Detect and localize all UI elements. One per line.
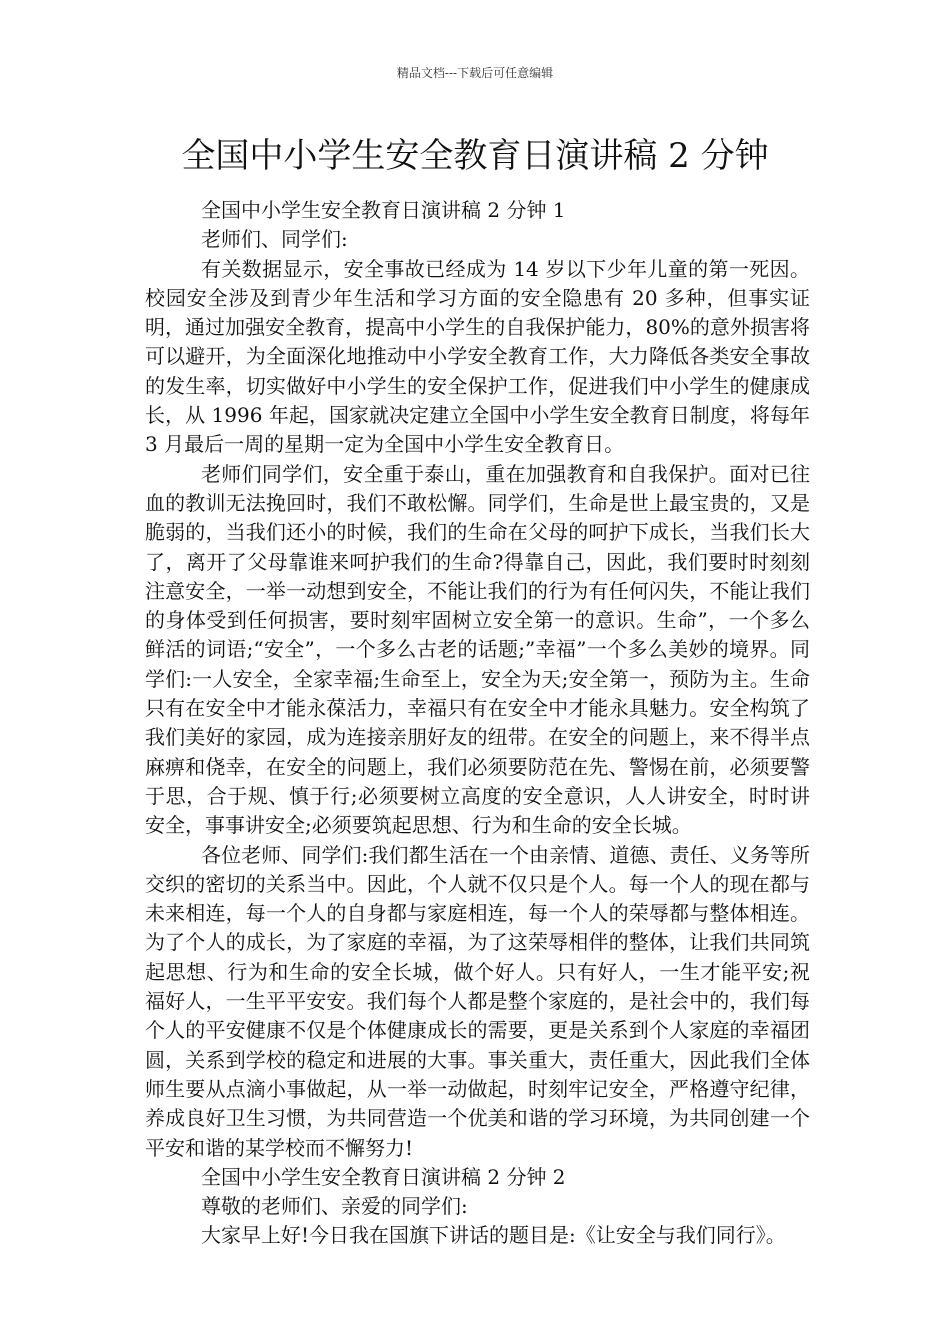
body-paragraph: 大家早上好!今日我在国旗下讲话的题目是:《让安全与我们同行》。 (201, 1223, 786, 1248)
body-paragraph: 各位老师、同学们:我们都生活在一个由亲情、道德、责任、义务等所交织的密切的关系当中。因此，个人就不仅只是个人。每一个人的现在都与未来相连，每一个人的自身都与家庭相连，每一个人的荣辱都与整体相连。为了个人的成长，为了家庭的幸福，为了这荣辱相伴的整体，让我们共同筑起思想、行为和生命的安全长城，做个好人。只有好人，一生才能平安;祝福好人，一生平平安安。我们每个人都是整个家庭的，是社会中的，我们每个人的平安健康不仅是个体健康成长的需要，更是关系到个人家庭的幸福团圆，关系到学校的稳定和进展的大事。事关重大，责任重大，因此我们全体师生要从点滴小事做起，从一举一动做起，时刻牢记安全，严格遵守纪律，养成良好卫生习惯，为共同营造一个优美和谐的学习环境，为共同创建一个平安和谐的某学校而不懈努力! (145, 842, 810, 1160)
body-paragraph: 有关数据显示，安全事故已经成为 14 岁以下少年儿童的第一死因。校园安全涉及到青少年生活和学习方面的安全隐患有 20 多种，但事实证明，通过加强安全教育，提高中小学生的自我保护能力，80%的意外损害将可以避开，为全面深化地推动中小学安全教育工作，大力降低各类安全事故的发生率，切实做好中小学生的安全保护工作，促进我们中小学生的健康成长，从 1996 年起，国家就决定建立全国中小学生安全教育日制度，将每年 3 月最后一周的星期一定为全国中小学生安全教育日。 (145, 256, 810, 457)
salutation-2: 尊敬的老师们、亲爱的同学们: (201, 1194, 468, 1219)
header-note: 精品文档---下载后可任意编辑 (396, 66, 554, 80)
section-heading-2: 全国中小学生安全教育日演讲稿 2 分钟 2 (201, 1164, 566, 1189)
section-heading-1: 全国中小学生安全教育日演讲稿 2 分钟 1 (201, 198, 566, 222)
document-body (145, 196, 810, 1251)
salutation-1: 老师们、同学们: (201, 227, 348, 252)
document-title: 全国中小学生安全教育日演讲稿 2 分钟 (181, 136, 769, 176)
body-paragraph: 老师们同学们，安全重于泰山，重在加强教育和自我保护。面对已往血的教训无法挽回时，我们不敢松懈。同学们，生命是世上最宝贵的，又是脆弱的，当我们还小的时候，我们的生命在父母的呵护下成长，当我们长大了，离开了父母靠谁来呵护我们的生命?得靠自己，因此，我们要时时刻刻注意安全，一举一动想到安全，不能让我们的行为有任何闪失，不能让我们的身体受到任何损害，要时刻牢固树立安全第一的意识。生命”，一个多么鲜活的词语;“安全”，一个多么古老的话题;”幸福”一个多么美妙的境界。同学们:一人安全，全家幸福;生命至上，安全为天;安全第一，预防为主。生命只有在安全中才能永葆活力，幸福只有在安全中才能永具魅力。安全构筑了我们美好的家园，成为连接亲朋好友的纽带。在安全的问题上，来不得半点麻痹和侥幸，在安全的问题上，我们必须要防范在先、警惕在前，必须要警于思，合于规、慎于行;必须要树立高度的安全意识，人人讲安全，时时讲安全，事事讲安全;必须要筑起思想、行为和生命的安全长城。 (145, 461, 810, 838)
